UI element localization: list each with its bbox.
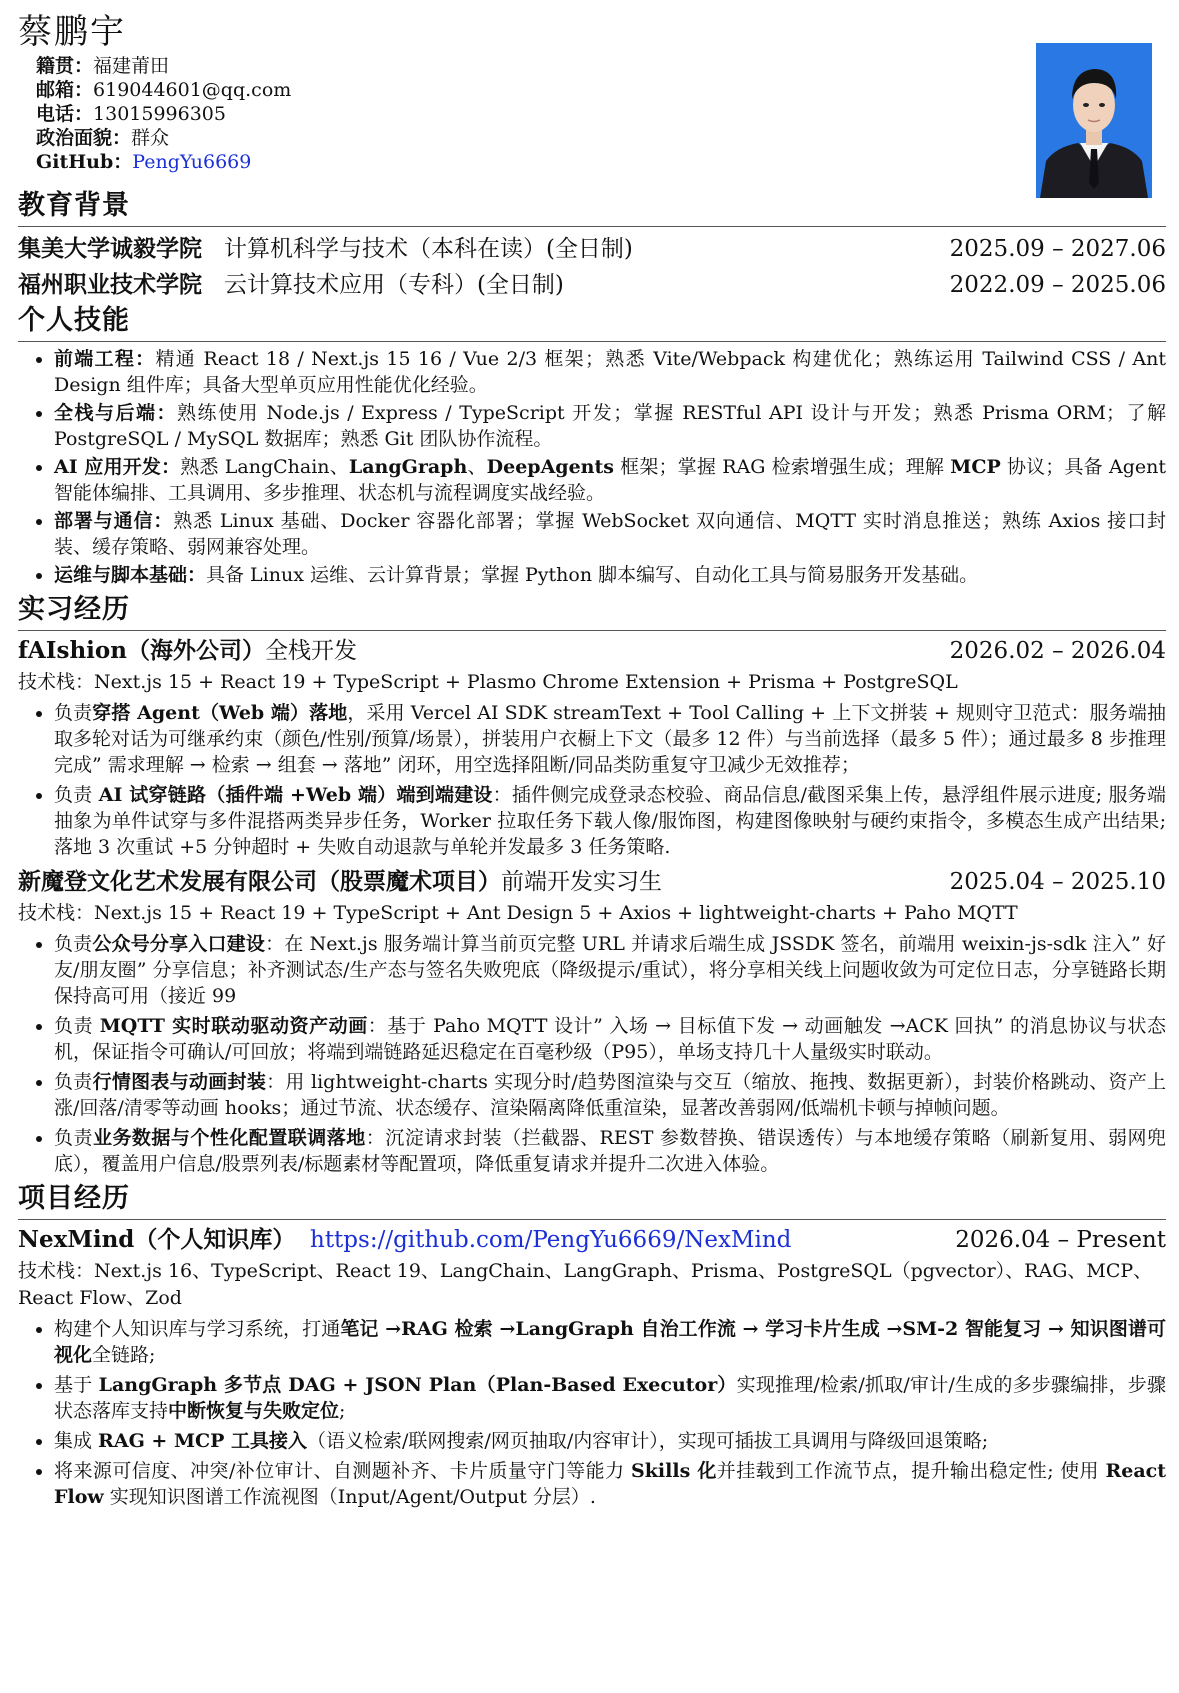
skill-item: • AI 应用开发：熟悉 LangChain、LangGraph、DeepAgents 框架；掌握 RAG 检索增强生成；理解 MCP 协议；具备 Agent 智能体编排、工具调用、多步推理、状态机与流程调度实战经验。 (54, 454, 1166, 506)
job-bullet: • 负责 MQTT 实时联动驱动资产动画：基于 Paho MQTT 设计” 入场 → 目标值下发 → 动画触发 →ACK 回执” 的消息协议与状态机，保证指令可确认/可回放；将端到端链路延迟稳定在百毫秒级（P95），单场支持几十人量级实时联动。 (54, 1013, 1166, 1065)
education-section (18, 188, 1166, 303)
skill-item: • 前端工程：精通 React 18 / Next.js 15 16 / Vue 2/3 框架；熟悉 Vite/Webpack 构建优化；熟练运用 Tailwind CSS / Ant Design 组件库；具备大型单页应用性能优化经验。 (54, 346, 1166, 398)
github-link[interactable]: PengYu6669 (132, 151, 252, 173)
skills-section (18, 303, 1166, 588)
job-header: 新魔登文化艺术发展有限公司（股票魔术项目）前端开发实习生 2025.04 – 2025.10 (18, 868, 1166, 895)
skill-item: • 全栈与后端：熟练使用 Node.js / Express / TypeScript 开发；掌握 RESTful API 设计与开发；熟悉 Prisma ORM；了解 PostgreSQL / MySQL 数据库；熟悉 Git 团队协作流程。 (54, 400, 1166, 452)
project-bullet: • 构建个人知识库与学习系统，打通笔记 →RAG 检索 →LangGraph 自治工作流 → 学习卡片生成 →SM-2 智能复习 → 知识图谱可视化全链路; (54, 1316, 1166, 1368)
project-bullet: • 集成 RAG + MCP 工具接入（语义检索/联网搜索/网页抽取/内容审计），实现可插拔工具调用与降级回退策略; (54, 1428, 1166, 1454)
tech-stack: 技术栈：Next.js 15 + React 19 + TypeScript + Ant Design 5 + Axios + lightweight-charts + Paho MQTT (18, 902, 1018, 924)
job-entry (18, 633, 1166, 860)
job-bullet: • 负责 AI 试穿链路（插件端 +Web 端）端到端建设：插件侧完成登录态校验、商品信息/截图采集上传，悬浮组件展示进度; 服务端抽象为单件试穿与多件混搭两类异步任务，Worker 拉取任务下载人像/服饰图，构建图像映射与硬约束指令，多模态生成产出结果; 落地 3 次重试 +5 分钟超时 + 失败自动退款与单轮并发最多 3 任务策略. (54, 782, 1166, 860)
education-title: 教育背景 (18, 188, 1166, 227)
info-email: 邮箱：619044601@qq.com (36, 79, 292, 101)
internship-section (18, 592, 1166, 1177)
project-header: NexMind（个人知识库） https://github.com/PengYu6669/NexMind 2026.04 – Present (18, 1226, 1166, 1253)
skills-title: 个人技能 (18, 303, 1166, 342)
tech-stack: 技术栈：Next.js 16、TypeScript、React 19、LangChain、LangGraph、Prisma、PostgreSQL（pgvector）、RAG、MCP、React Flow、Zod (18, 1260, 1153, 1309)
tech-stack: 技术栈：Next.js 15 + React 19 + TypeScript + Plasmo Chrome Extension + Prisma + PostgreSQL (18, 671, 958, 693)
info-github: GitHub：PengYu6669 (36, 151, 252, 173)
profile-photo (1036, 43, 1152, 198)
job-bullet: • 负责公众号分享入口建设：在 Next.js 服务端计算当前页完整 URL 并请求后端生成 JSSDK 签名，前端用 weixin-js-sdk 注入” 好友/朋友圈” 分享信息；补齐测试态/生产态与签名失败兜底（降级提示/重试），将分享相关线上问题收敛为可定位日志，分享链路长期保持高可用（接近 99 (54, 931, 1166, 1009)
skill-item: • 运维与脚本基础：具备 Linux 运维、云计算背景；掌握 Python 脚本编写、自动化工具与简易服务开发基础。 (54, 562, 1166, 588)
job-entry (18, 864, 1166, 1177)
education-row: 集美大学诚毅学院 计算机科学与技术（本科在读）(全日制) 2025.09 – 2027.06 (18, 235, 1166, 262)
projects-title: 项目经历 (18, 1181, 1166, 1220)
job-header: fAIshion（海外公司）全栈开发 2026.02 – 2026.04 (18, 637, 1166, 664)
skill-item: • 部署与通信：熟悉 Linux 基础、Docker 容器化部署；掌握 WebSocket 双向通信、MQTT 实时消息推送；熟练 Axios 接口封装、缓存策略、弱网兼容处理。 (54, 508, 1166, 560)
job-bullet: • 负责穿搭 Agent（Web 端）落地，采用 Vercel AI SDK streamText + Tool Calling + 上下文拼装 + 规则守卫范式：服务端抽取多轮对话为可继承约束（颜色/性别/预算/场景），拼装用户衣橱上下文（最多 12 件）与当前选择（最多 5 件）；通过最多 8 步推理完成” 需求理解 → 检索 → 组套 → 落地” 闭环，用空选择阻断/同品类防重复守卫减少无效推荐； (54, 700, 1166, 778)
info-phone: 电话：13015996305 (36, 103, 226, 125)
resume-page (18, 10, 1166, 1514)
internship-title: 实习经历 (18, 592, 1166, 631)
candidate-name: 蔡鹏宇 (18, 12, 126, 52)
job-bullet: • 负责业务数据与个性化配置联调落地：沉淀请求封装（拦截器、REST 参数替换、错误透传）与本地缓存策略（刷新复用、弱网兜底），覆盖用户信息/股票列表/标题素材等配置项，降低重复请求并提升二次进入体验。 (54, 1125, 1166, 1177)
education-row: 福州职业技术学院 云计算技术应用（专科）(全日制) 2022.09 – 2025.06 (18, 271, 1166, 298)
projects-section (18, 1181, 1166, 1510)
job-bullet: • 负责行情图表与动画封装：用 lightweight-charts 实现分时/趋势图渲染与交互（缩放、拖拽、数据更新），封装价格跳动、资产上涨/回落/清零等动画 hooks；通过节流、状态缓存、渲染隔离降低重渲染，显著改善弱网/低端机卡顿与掉帧问题。 (54, 1069, 1166, 1121)
project-link[interactable]: https://github.com/PengYu6669/NexMind (310, 1227, 792, 1253)
info-hometown: 籍贯：福建莆田 (36, 55, 170, 77)
project-bullet: • 基于 LangGraph 多节点 DAG + JSON Plan（Plan-Based Executor）实现推理/检索/抓取/审计/生成的多步骤编排，步骤状态落库支持中断恢复与失败定位; (54, 1372, 1166, 1424)
info-political-status: 政治面貌：群众 (36, 127, 170, 149)
project-bullet: • 将来源可信度、冲突/补位审计、自测题补齐、卡片质量守门等能力 Skills 化并挂载到工作流节点，提升输出稳定性; 使用 React Flow 实现知识图谱工作流视图（Input/Agent/Output 分层）. (54, 1458, 1166, 1510)
contact-info (36, 54, 1166, 174)
